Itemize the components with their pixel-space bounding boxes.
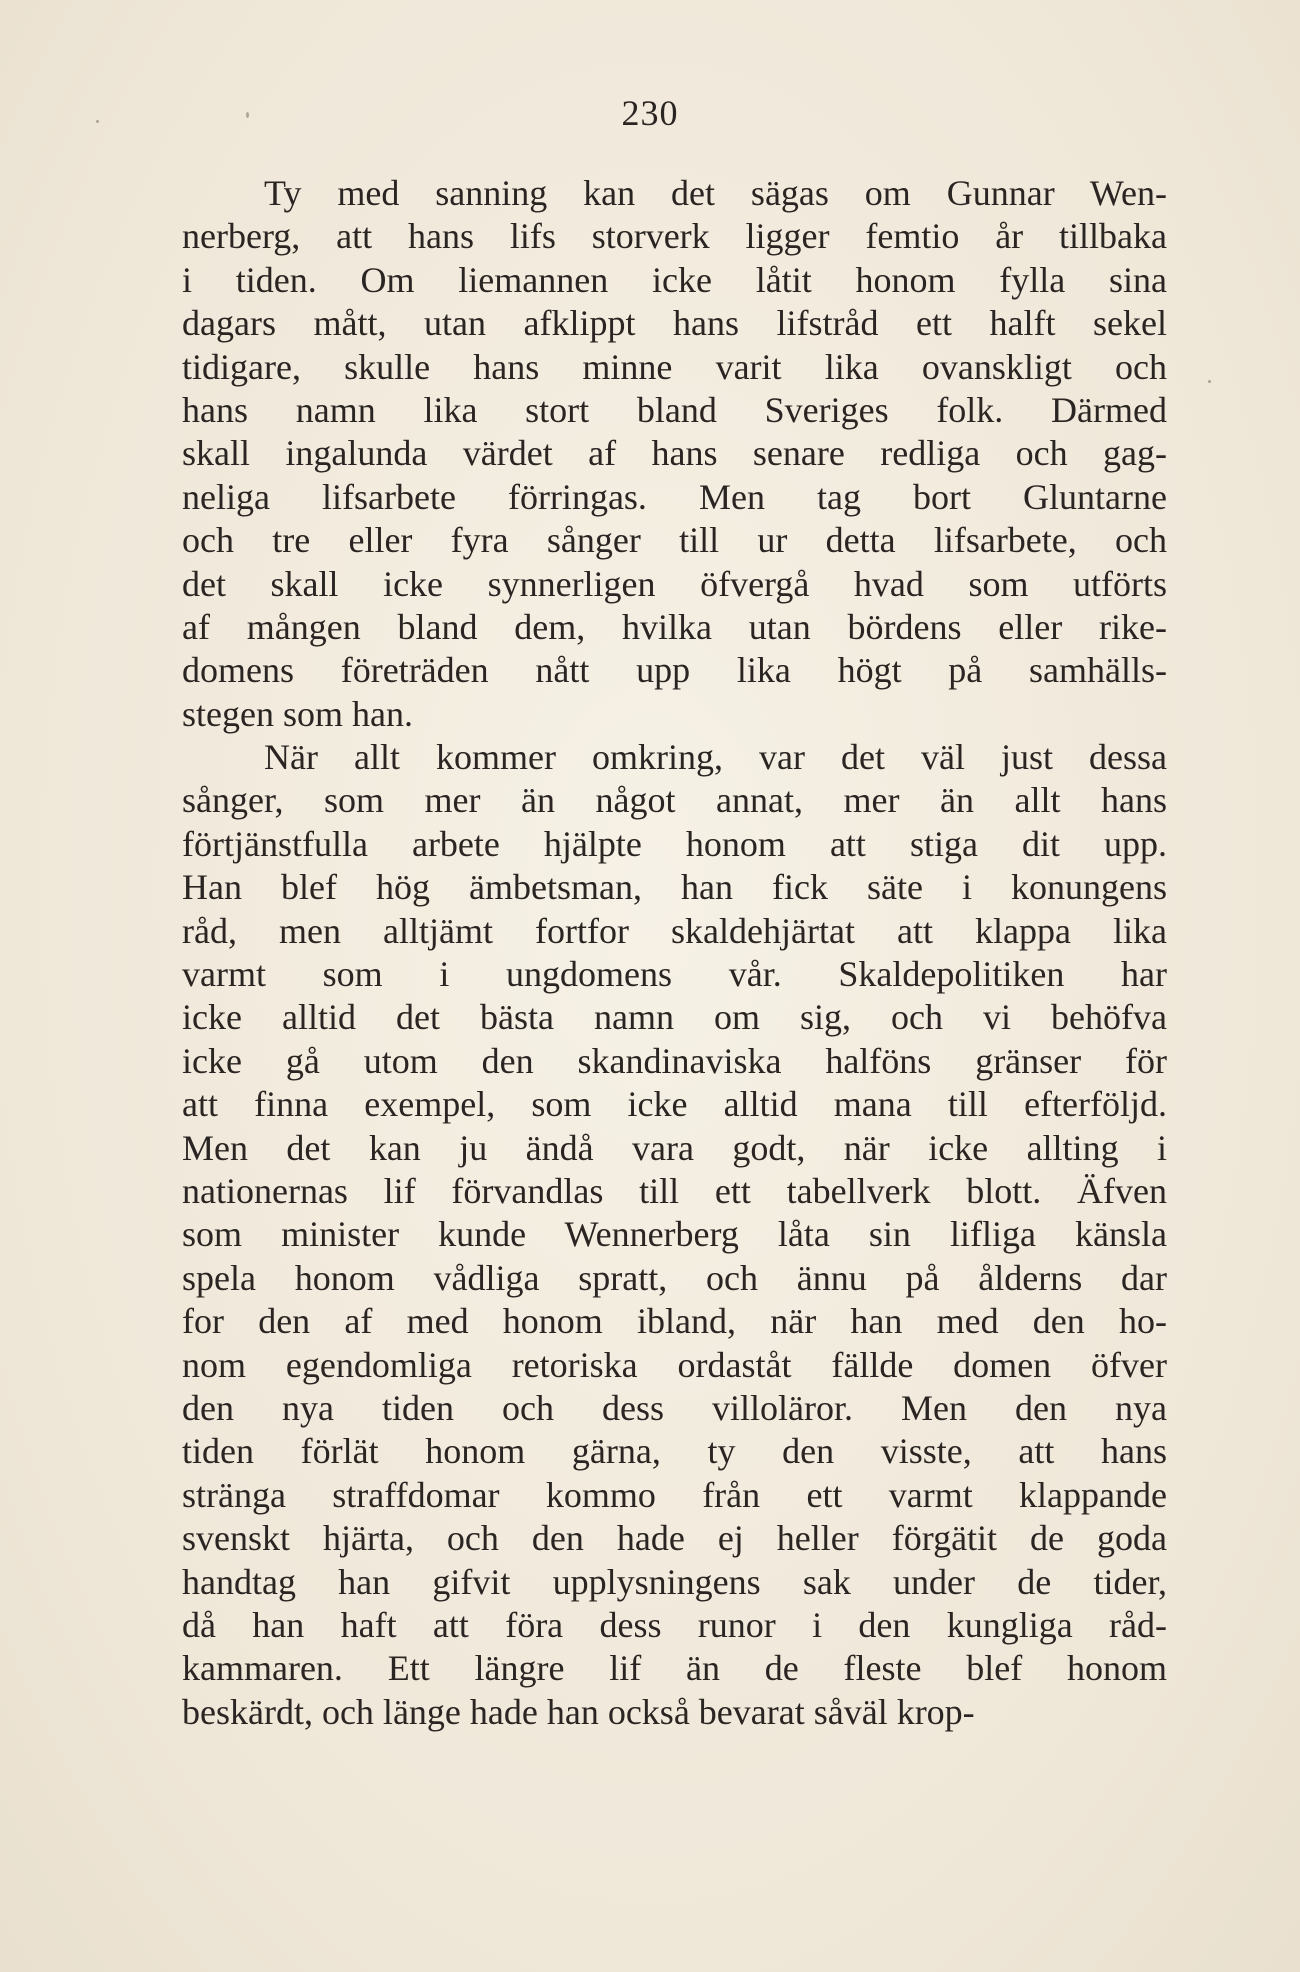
text-line: varmt som i ungdomens vår. Skaldepolitiken har <box>182 954 1167 995</box>
text-line: for den af med honom ibland, när han med den ho- <box>182 1301 1167 1342</box>
paragraph-2 <box>182 736 1167 1734</box>
text-line: skall ingalunda värdet af hans senare redliga och gag- <box>182 433 1167 474</box>
paper-speck <box>96 120 99 123</box>
text-line: förtjänstfulla arbete hjälpte honom att stiga dit upp. <box>182 823 1167 864</box>
text-line: stränga straffdomar kommo från ett varmt klappande <box>182 1474 1167 1515</box>
text-line: kammaren. Ett längre lif än de fleste blef honom <box>182 1648 1167 1689</box>
text-line: det skall icke synnerligen öfvergå hvad som utförts <box>182 563 1167 604</box>
text-line: nationernas lif förvandlas till ett tabellverk blott. Äfven <box>182 1170 1167 1211</box>
text-line: och tre eller fyra sånger till ur detta lifsarbete, och <box>182 520 1167 561</box>
text-line: icke alltid det bästa namn om sig, och vi behöfva <box>182 997 1167 1038</box>
text-line: som minister kunde Wennerberg låta sin lifliga känsla <box>182 1214 1167 1255</box>
paper-speck <box>1208 380 1211 383</box>
text-line: handtag han gifvit upplysningens sak under de tider, <box>182 1561 1167 1602</box>
text-line: svenskt hjärta, och den hade ej heller förgätit de goda <box>182 1518 1167 1559</box>
text-line: tiden förlät honom gärna, ty den visste, att hans <box>182 1431 1167 1472</box>
text-line: dagars mått, utan afklippt hans lifstråd ett halft sekel <box>182 303 1167 344</box>
text-line: nerberg, att hans lifs storverk ligger femtio år tillbaka <box>182 216 1167 257</box>
body-text <box>182 172 1167 1734</box>
text-line: icke gå utom den skandinaviska halföns gränser för <box>182 1040 1167 1081</box>
text-line: När allt kommer omkring, var det väl just dessa <box>264 737 1167 778</box>
text-line: neliga lifsarbete förringas. Men tag bort Gluntarne <box>182 476 1167 517</box>
text-line: att finna exempel, som icke alltid mana till efterföljd. <box>182 1084 1167 1125</box>
text-line: spela honom vådliga spratt, och ännu på ålderns dar <box>182 1257 1167 1298</box>
text-line: den nya tiden och dess villoläror. Men den nya <box>182 1387 1167 1428</box>
text-line: af mången bland dem, hvilka utan bördens eller rike- <box>182 606 1167 647</box>
text-line: beskärdt, och länge hade han också bevarat såväl krop- <box>182 1691 975 1732</box>
text-line: råd, men alltjämt fortfor skaldehjärtat att klappa lika <box>182 910 1167 951</box>
text-line: Han blef hög ämbetsman, han fick säte i konungens <box>182 867 1167 908</box>
text-line: domens företräden nått upp lika högt på samhälls- <box>182 650 1167 691</box>
text-line: då han haft att föra dess runor i den kungliga råd- <box>182 1604 1167 1645</box>
page-number: 230 <box>621 93 679 133</box>
text-line: nom egendomliga retoriska ordaståt fällde domen öfver <box>182 1344 1167 1385</box>
text-line: stegen som han. <box>182 693 413 734</box>
text-line: tidigare, skulle hans minne varit lika ovanskligt och <box>182 346 1167 387</box>
text-line: sånger, som mer än något annat, mer än allt hans <box>182 780 1167 821</box>
text-line: Men det kan ju ändå vara godt, när icke allting i <box>182 1127 1167 1168</box>
paragraph-1 <box>182 172 1167 736</box>
paper-speck <box>246 112 249 118</box>
text-line: hans namn lika stort bland Sveriges folk. Därmed <box>182 389 1167 430</box>
text-line: i tiden. Om liemannen icke låtit honom fylla sina <box>182 259 1167 300</box>
text-line: Ty med sanning kan det sägas om Gunnar Wen- <box>264 173 1167 213</box>
